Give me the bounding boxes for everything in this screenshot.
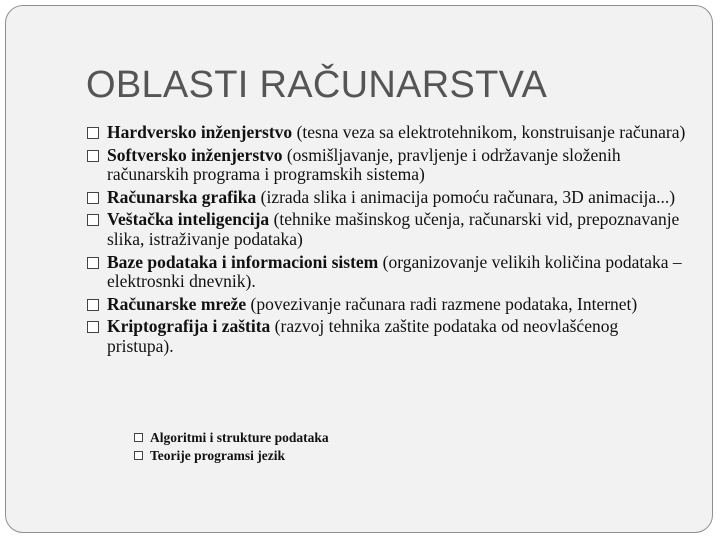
bullet-item (86, 253, 686, 292)
sub-bullet-label: Teorije programsi jezik (150, 448, 285, 463)
bullet-list (86, 123, 686, 360)
bullet-item (86, 123, 686, 143)
sub-bullet-label: Algoritmi i strukture podataka (150, 430, 329, 445)
bullet-description: (osmišljavanje, pravljenje i održavanje složenih računarskih programa i programskih sistema) (107, 144, 621, 185)
bullet-item (86, 188, 686, 208)
bullet-description: (tehnike mašinskog učenja, računarski vid, prepoznavanje slika, istraživanje podataka) (107, 209, 680, 249)
bullet-description: (povezivanje računara radi razmene podataka, Internet) (246, 293, 638, 314)
bullet-item (86, 295, 686, 315)
bullet-description: (izrada slika i animacija pomoću računara, 3D animacija...) (256, 186, 676, 207)
bullet-term: Baze podataka i informacioni sistem (107, 251, 379, 272)
slide-title: OBLASTI RAČUNARSTVA (86, 64, 548, 106)
bullet-description: (razvoj tehnika zaštite podataka od neovlašćenog pristupa). (107, 316, 619, 356)
bullet-term: Veštačka inteligencija (107, 209, 270, 230)
checkbox-bullet-icon (87, 192, 99, 204)
checkbox-bullet-icon (87, 299, 99, 311)
bullet-description: (tesna veza sa elektrotehnikom, konstruisanje računara) (292, 122, 686, 142)
bullet-description: (organizovanje velikih količina podataka – elektrosnki dnevnik). (107, 251, 682, 292)
checkbox-bullet-icon (87, 257, 99, 269)
bullet-term: Računarska grafika (107, 186, 257, 207)
bullet-term: Softversko inženjerstvo (107, 144, 283, 165)
checkbox-bullet-icon (87, 150, 99, 162)
bullet-item (86, 146, 686, 185)
bullet-term: Računarske mreže (107, 293, 247, 314)
sub-bullet-list (134, 429, 329, 465)
checkbox-bullet-icon (87, 127, 99, 139)
bullet-item (86, 317, 686, 356)
bullet-term: Kriptografija i zaštita (107, 316, 271, 337)
checkbox-bullet-icon (87, 321, 99, 333)
bullet-item (86, 210, 686, 249)
checkbox-bullet-icon (134, 433, 143, 442)
sub-bullet-item (134, 447, 329, 465)
checkbox-bullet-icon (134, 451, 143, 460)
slide (5, 5, 713, 533)
sub-bullet-item (134, 429, 329, 447)
checkbox-bullet-icon (87, 214, 99, 226)
bullet-term: Hardversko inženjerstvo (107, 122, 293, 142)
